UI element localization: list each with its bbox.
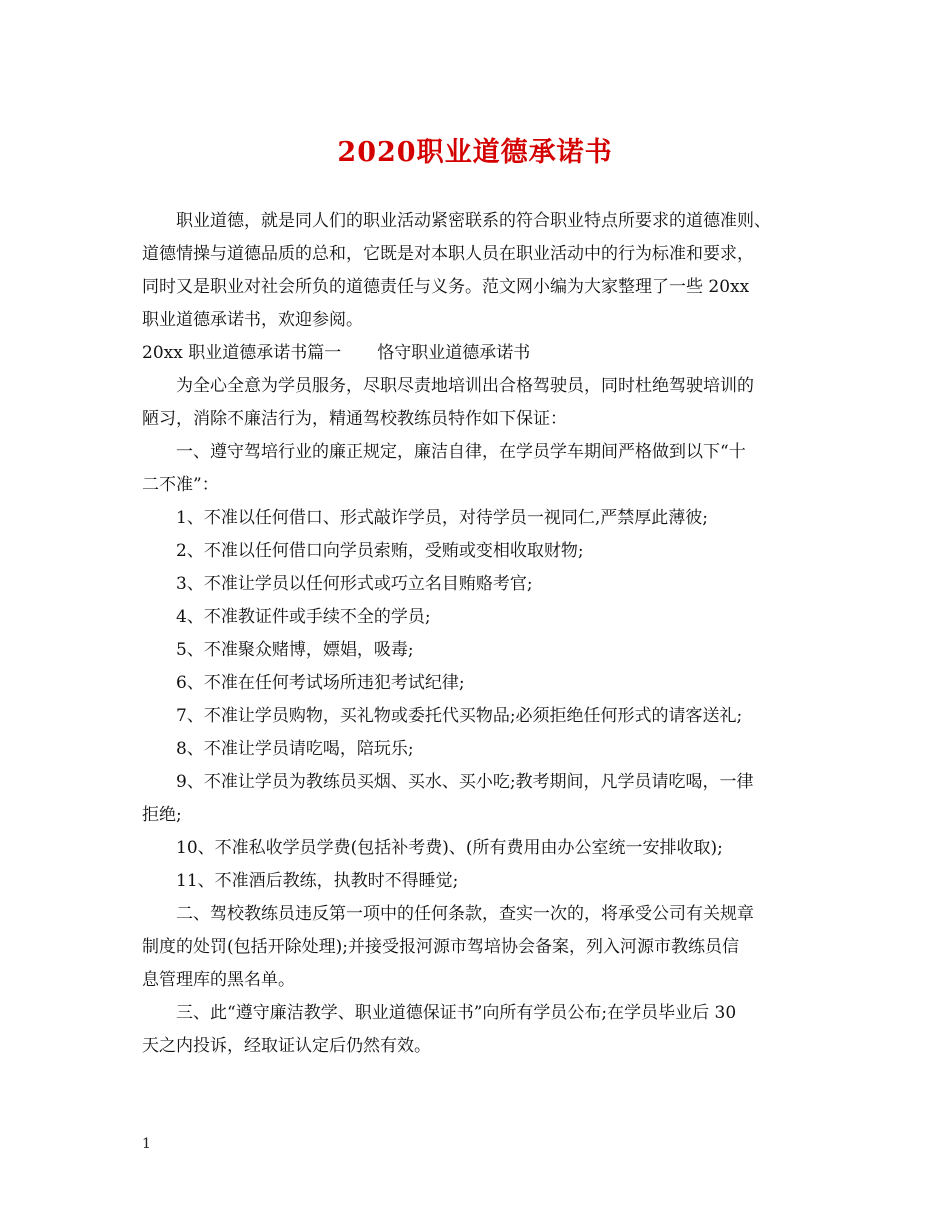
section-heading [142, 337, 822, 370]
rule-item: 3、不准让学员以任何形式或巧立名目贿赂考官; [176, 574, 533, 594]
clause-three-line: 三、此“遵守廉洁教学、职业道德保证书”向所有学员公布;在学员毕业后 30 [176, 1003, 737, 1023]
document-title: 2020职业道德承诺书 [337, 137, 613, 168]
clause-three-line: 天之内投诉，经取证认定后仍然有效。 [142, 1036, 431, 1056]
clause-one-line: 二不准”： [142, 475, 219, 495]
rule-item: 5、不准聚众赌博，嫖娼，吸毒; [176, 640, 414, 660]
rule-item: 2、不准以任何借口向学员索贿，受贿或变相收取财物; [176, 541, 584, 561]
intro-line: 职业道德承诺书，欢迎参阅。 [142, 310, 363, 330]
rule-item: 1、不准以任何借口、形式敲诈学员，对待学员一视同仁,严禁厚此薄彼; [176, 508, 708, 528]
preamble-line: 为全心全意为学员服务，尽职尽责地培训出合格驾驶员，同时杜绝驾驶培训的 [176, 376, 754, 396]
document-body [142, 205, 822, 1063]
rule-item: 7、不准让学员购物，买礼物或委托代买物品;必须拒绝任何形式的请客送礼; [176, 706, 743, 726]
rule-item: 10、不准私收学员学费(包括补考费)、(所有费用由办公室统一安排收取); [176, 838, 723, 858]
rule-item: 11、不准酒后教练，执教时不得睡觉; [176, 871, 459, 891]
clause-two-line: 制度的处罚(包括开除处理);并接受报河源市驾培协会备案，列入河源市教练员信 [142, 937, 739, 957]
intro-line: 同时又是职业对社会所负的道德责任与义务。范文网小编为大家整理了一些 20xx [142, 277, 750, 297]
rule-item: 8、不准让学员请吃喝，陪玩乐; [176, 739, 414, 759]
section-heading-part2: 恪守职业道德承诺书 [377, 343, 531, 363]
clause-two-line: 二、驾校教练员违反第一项中的任何条款，查实一次的，将承受公司有关规章 [176, 904, 754, 924]
intro-line: 职业道德，就是同人们的职业活动紧密联系的符合职业特点所要求的道德准则、 [176, 211, 771, 231]
section-heading-part1: 20xx 职业道德承诺书篇一 [142, 343, 342, 363]
preamble-line: 陋习，消除不廉洁行为，精通驾校教练员特作如下保证： [142, 409, 567, 429]
rule-item: 9、不准让学员为教练员买烟、买水、买小吃;教考期间，凡学员请吃喝，一律 [176, 772, 754, 792]
rule-item: 4、不准教证件或手续不全的学员; [176, 607, 431, 627]
page-number: 1 [142, 1136, 151, 1152]
clause-two-line: 息管理库的黑名单。 [142, 970, 295, 990]
intro-line: 道德情操与道德品质的总和，它既是对本职人员在职业活动中的行为标准和要求， [142, 244, 754, 264]
clause-one-line: 一、遵守驾培行业的廉正规定，廉洁自律，在学员学车期间严格做到以下“十 [176, 442, 746, 462]
rule-item-continued: 拒绝; [142, 805, 182, 825]
rule-item: 6、不准在任何考试场所违犯考试纪律; [176, 673, 465, 693]
